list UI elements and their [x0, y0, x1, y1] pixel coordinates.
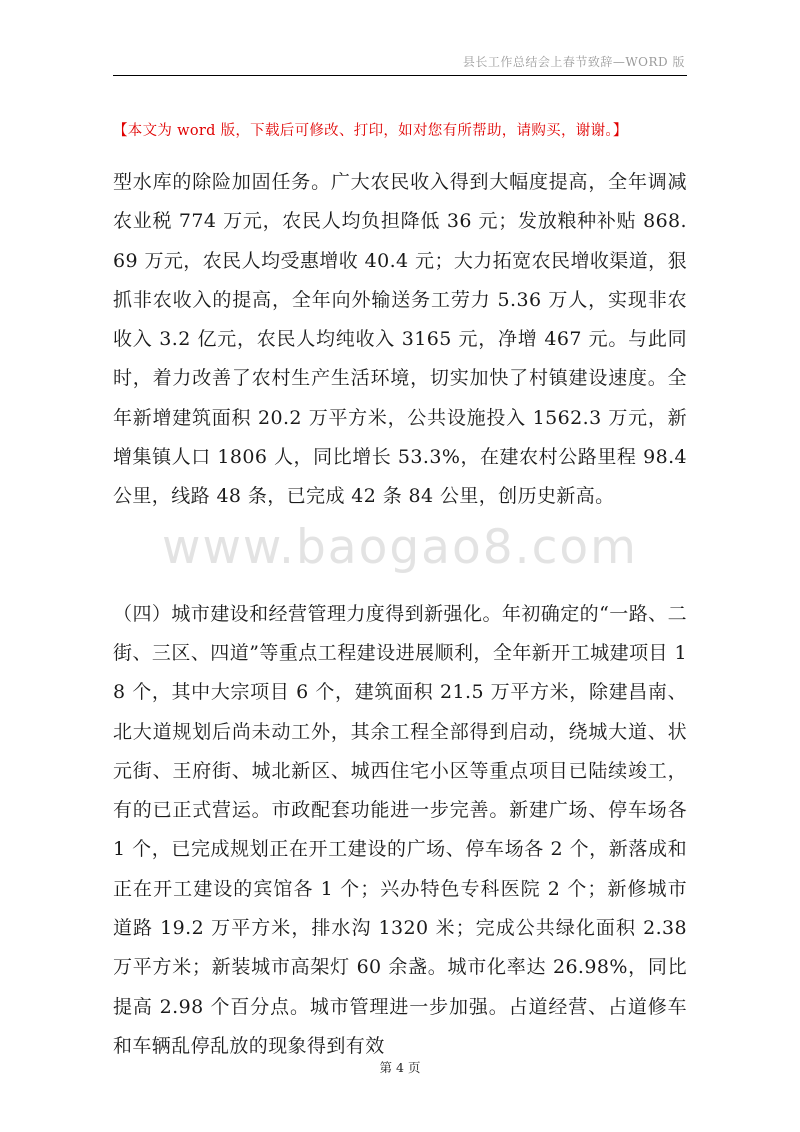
- site-watermark: www.baogao8.com: [162, 520, 638, 575]
- body-paragraph-2: （四）城市建设和经营管理力度得到新强化。年初确定的“一路、二街、三区、四道”等重点工程建设进展顺利，全年新开工城建项目 18 个，其中大宗项目 6 个，建筑面积 21.5 万平方米，除建昌南、北大道规划后尚未动工外，其余工程全部得到启动，绕城大道、状元街、王府街、城北新区、城西住宅小区等重点项目已陆续竣工，有的已正式营运。市政配套功能进一步完善。新建广场、停车场各 1 个，已完成规划正在开工建设的广场、停车场各 2 个，新落成和正在开工建设的宾馆各 1 个；兴办特色专科医院 2 个；新修城市道路 19.2 万平方米，排水沟 1320 米；完成公共绿化面积 2.38 万平方米；新装城市高架灯 60 余盏。城市化率达 26.98%，同比提高 2.98 个百分点。城市管理进一步加强。占道经营、占道修车和车辆乱停乱放的现象得到有效: [113, 602, 687, 1057]
- page-number: 第 4 页: [379, 1060, 421, 1075]
- download-notice: 【本文为 word 版，下载后可修改、打印，如对您有所帮助，请购买，谢谢。】: [113, 123, 628, 139]
- document-body: [113, 163, 687, 1066]
- paragraph-gap: [113, 517, 687, 595]
- document-header-title: 县长工作总结会上春节致辞—WORD 版: [462, 55, 685, 69]
- body-paragraph-1: 型水库的除险加固任务。广大农民收入得到大幅度提高，全年调减农业税 774 万元，农民人均负担降低 36 元；发放粮种补贴 868.69 万元，农民人均受惠增收 40.4 元；大力拓宽农民增收渠道，狠抓非农收入的提高，全年向外输送务工劳力 5.36 万人，实现非农收入 3.2 亿元，农民人均纯收入 3165 元，净增 467 元。与此同时，着力改善了农村生产生活环境，切实加快了村镇建设速度。全年新增建筑面积 20.2 万平方米，公共设施投入 1562.3 万元，新增集镇人口 1806 人，同比增长 53.3%，在建农村公路里程 98.4 公里，线路 48 条，已完成 42 条 84 公里，创历史新高。: [113, 171, 687, 508]
- header-divider: [113, 75, 687, 76]
